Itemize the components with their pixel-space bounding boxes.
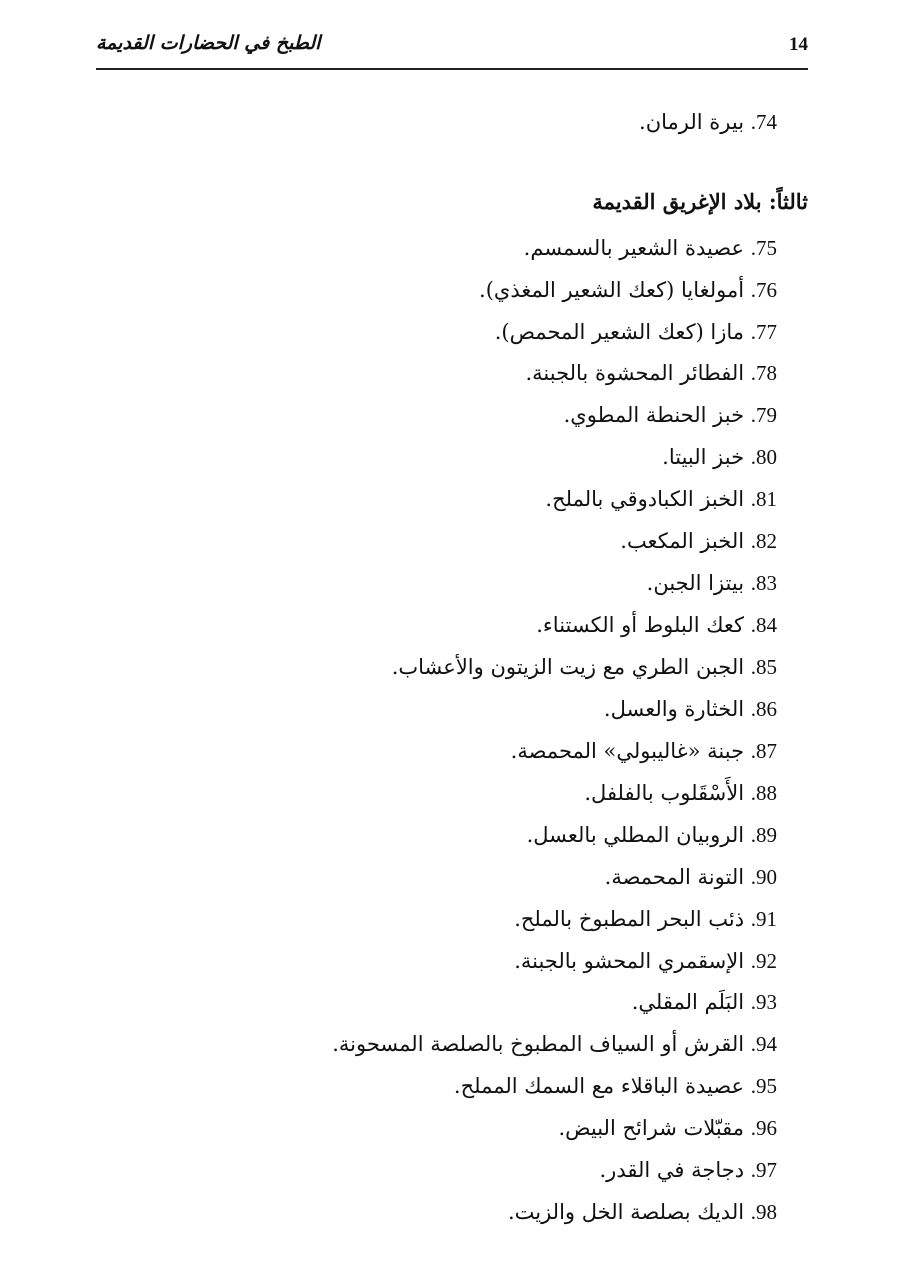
item-text: الإسقمري المحشو بالجبنة. bbox=[514, 949, 745, 973]
item-text: ذئب البحر المطبوخ بالملح. bbox=[514, 907, 745, 931]
item-number: 94. bbox=[750, 1032, 777, 1056]
section-heading: ثالثاً: بلاد الإغريق القديمة bbox=[592, 189, 808, 214]
list-item bbox=[604, 693, 777, 725]
item-text: بيتزا الجبن. bbox=[646, 571, 745, 595]
item-text: خبز البيتا. bbox=[662, 445, 745, 469]
list-item bbox=[514, 903, 777, 935]
list-item bbox=[524, 232, 777, 264]
list-item bbox=[632, 986, 777, 1018]
item-number: 89. bbox=[750, 823, 777, 847]
item-number: 98. bbox=[750, 1200, 777, 1224]
item-number: 85. bbox=[750, 655, 777, 679]
item-number: 93. bbox=[750, 990, 777, 1014]
item-number: 74. bbox=[750, 110, 777, 134]
list-item bbox=[525, 357, 777, 389]
list-item bbox=[600, 1154, 778, 1186]
item-number: 96. bbox=[750, 1116, 777, 1140]
list-item bbox=[392, 651, 777, 683]
item-number: 81. bbox=[750, 487, 777, 511]
item-text: أمولغايا (كعك الشعير المغذي). bbox=[479, 278, 745, 302]
page-number: 14 bbox=[789, 34, 808, 55]
item-number: 82. bbox=[750, 529, 777, 553]
item-number: 79. bbox=[750, 403, 777, 427]
item-text: البَلَم المقلي. bbox=[631, 990, 745, 1014]
item-text: مقبّلات شرائح البيض. bbox=[558, 1116, 745, 1140]
item-text: عصيدة الشعير بالسمسم. bbox=[523, 236, 745, 260]
list-item bbox=[514, 945, 777, 977]
list-item bbox=[479, 274, 777, 306]
list-item bbox=[332, 1028, 777, 1060]
item-text: الخثارة والعسل. bbox=[603, 697, 745, 721]
item-number: 76. bbox=[750, 278, 777, 302]
item-number: 95. bbox=[750, 1074, 777, 1098]
item-text: الخبز المكعب. bbox=[620, 529, 745, 553]
item-text: القرش أو السياف المطبوخ بالصلصة المسحونة. bbox=[332, 1032, 745, 1056]
item-text: جبنة «غاليبولي» المحمصة. bbox=[510, 739, 745, 763]
list-item bbox=[508, 1196, 777, 1228]
item-text: بيرة الرمان. bbox=[639, 110, 745, 134]
list-item bbox=[584, 777, 777, 809]
list-item bbox=[639, 106, 777, 138]
item-number: 75. bbox=[750, 236, 777, 260]
item-number: 84. bbox=[750, 613, 777, 637]
list-item bbox=[545, 483, 777, 515]
item-number: 91. bbox=[750, 907, 777, 931]
item-number: 87. bbox=[750, 739, 777, 763]
list-item bbox=[495, 316, 777, 348]
list-item bbox=[454, 1070, 777, 1102]
item-number: 92. bbox=[750, 949, 777, 973]
item-text: عصيدة الباقلاء مع السمك المملح. bbox=[453, 1074, 745, 1098]
item-text: الجبن الطري مع زيت الزيتون والأعشاب. bbox=[391, 655, 745, 679]
item-text: مازا (كعك الشعير المحمص). bbox=[494, 320, 745, 344]
item-text: دجاجة في القدر. bbox=[599, 1158, 745, 1182]
item-text: خبز الحنطة المطوي. bbox=[563, 403, 745, 427]
item-number: 80. bbox=[750, 445, 777, 469]
list-item bbox=[536, 609, 777, 641]
item-number: 77. bbox=[750, 320, 777, 344]
item-number: 88. bbox=[750, 781, 777, 805]
item-text: الفطائر المحشوة بالجبنة. bbox=[525, 361, 745, 385]
list-item bbox=[605, 861, 777, 893]
item-text: الروبيان المطلي بالعسل. bbox=[526, 823, 745, 847]
list-item bbox=[527, 819, 777, 851]
list-item bbox=[662, 441, 777, 473]
item-text: الأَسْقَلوب بالفلفل. bbox=[584, 781, 745, 805]
list-item bbox=[564, 399, 777, 431]
list-item bbox=[647, 567, 777, 599]
page-header bbox=[96, 28, 808, 70]
item-number: 83. bbox=[750, 571, 777, 595]
list-item bbox=[558, 1112, 777, 1144]
item-number: 90. bbox=[750, 865, 777, 889]
running-title: الطبخ في الحضارات القديمة bbox=[96, 32, 321, 54]
item-text: الديك بصلصة الخل والزيت. bbox=[507, 1200, 745, 1224]
list-item bbox=[620, 525, 777, 557]
list-item bbox=[511, 735, 777, 767]
item-text: كعك البلوط أو الكستناء. bbox=[536, 613, 745, 637]
item-text: التونة المحمصة. bbox=[604, 865, 745, 889]
item-number: 78. bbox=[750, 361, 777, 385]
item-number: 97. bbox=[750, 1158, 777, 1182]
item-number: 86. bbox=[750, 697, 777, 721]
item-text: الخبز الكبادوقي بالملح. bbox=[545, 487, 745, 511]
